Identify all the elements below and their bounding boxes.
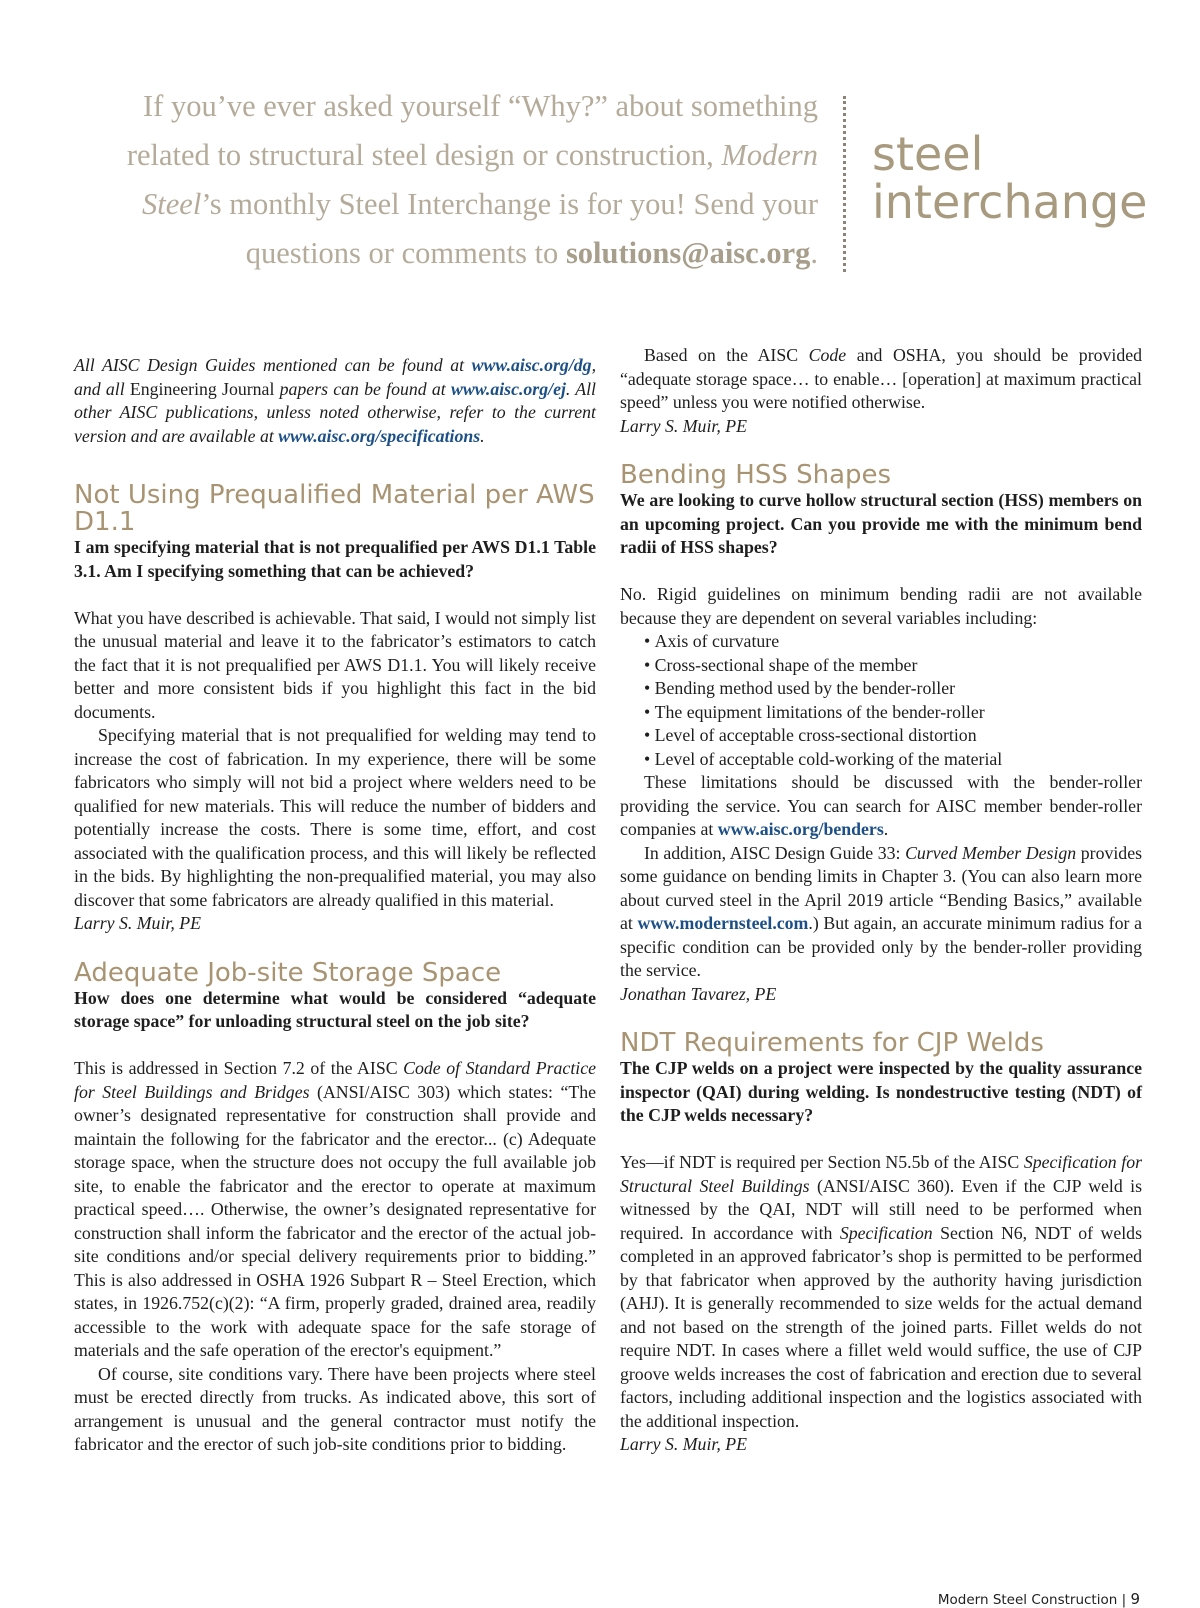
code-title: Code xyxy=(808,345,847,365)
paragraph-text: In addition, AISC Design Guide 33: xyxy=(644,842,901,863)
article-paragraph-continued: Of course, site conditions vary. There have been projects where steel must be erected directly from trucks. As indicated above, this sort of arrangement is unusual and the general contractor must notify the fabricator and the erector of such job-site conditions prior to bidding. xyxy=(74,1363,596,1454)
quote-line-3 xyxy=(100,180,818,229)
list-item: • Cross-sectional shape of the member xyxy=(620,654,1142,678)
paragraph-text: Based on the AISC xyxy=(644,345,799,365)
dotted-divider xyxy=(843,96,846,272)
article-author: Jonathan Tavarez, PE xyxy=(620,983,777,1004)
notice-text-4: . All other AISC publications, unless noted otherwise, refer to the current version and are available at xyxy=(74,378,596,446)
paragraph-text: Section N6, NDT of welds completed in an approved fabricator’s shop is permitted to be performed by that fabricator when approved by the authority having jurisdiction (AHJ). It is generally recommended to size welds for the actual demand and not based on the strength of the joined parts. Fillet welds do not require NDT. In cases where a fillet weld would suffice, the use of CJP groove welds increases the cost of fabrication and erection due to several factors, including additional inspection and the logistics associated with the additional inspection. xyxy=(620,1222,1142,1431)
article-title-ndt: NDT Requirements for CJP Welds xyxy=(620,1028,1044,1058)
left-column xyxy=(74,354,596,1457)
article-paragraph xyxy=(620,842,1142,983)
notice-text-5: . xyxy=(480,425,485,446)
article-paragraph: Specifying material that is not prequalified for welding may tend to increase the cost of fabrication. In my experience, there will be some fabricators who simply will not bid a project where welders need to be qualified for new materials. This will reduce the number of bidders and potentially increase the costs. There is some time, effort, and cost associated with the qualification process, and this will likely be reflected in the bids. By highlighting the non-prequalified material, you may also discover that some fabricators are already qualified in this material. xyxy=(74,725,596,910)
quote-magazine-name: Modern xyxy=(721,138,818,172)
notice-text-3: papers can be found at xyxy=(279,378,446,399)
section-title-line-1: steel xyxy=(872,127,984,181)
article-question-storage: How does one determine what would be considered “adequate storage space” for unloading structural steel on the job site? xyxy=(74,987,596,1031)
quote-line-3-text: ’s monthly Steel Interchange is for you! Send your xyxy=(201,187,818,221)
article-author: Larry S. Muir, PE xyxy=(74,913,201,933)
article-paragraph: What you have described is achievable. That said, I would not simply list the unusual material and leave it to the fabricator’s estimators to catch the fact that it is not prequalified per AWS D1.1. You will likely receive better and more consistent bids if you highlight this fact in the bid documents. xyxy=(74,607,596,722)
notice-text-2: , and all xyxy=(74,355,597,399)
quote-line-4 xyxy=(100,229,818,278)
section-title xyxy=(872,127,1148,229)
quote-magazine-name-2: Steel xyxy=(142,187,202,221)
journal-link[interactable]: www.aisc.org/ej xyxy=(450,378,566,399)
quote-line-2 xyxy=(100,131,818,180)
list-item: • Bending method used by the bender-roller xyxy=(620,677,1142,701)
code-title: Code of Standard Practice for Steel Buildings and Bridges xyxy=(74,1058,596,1102)
publication-name: Modern Steel Construction xyxy=(937,1592,1118,1608)
paragraph-text: . xyxy=(883,819,889,839)
right-column xyxy=(620,344,1142,1457)
paragraph-text: provides some guidance on bending limits in Chapter 3. (You can also learn more about curved steel in the April 2019 article “Bending Basics,” available at xyxy=(620,842,1143,933)
bending-variables-list xyxy=(620,630,1142,771)
article-title-hss: Bending HSS Shapes xyxy=(620,460,892,490)
article-paragraph xyxy=(620,1151,1142,1433)
quote-line-4-text: questions or comments to xyxy=(245,236,559,270)
design-guide-title: Curved Member Design xyxy=(905,842,1077,863)
page-footer xyxy=(938,1590,1140,1608)
paragraph-text: (ANSI/AISC 360). Even if the CJP weld is witnessed by the QAI, NDT will still need to be performed when required. In accordance with xyxy=(620,1175,1142,1243)
article-question-hss: We are looking to curve hollow structural section (HSS) members on an upcoming project. Can you provide me with the minimum bend radii of HSS shapes? xyxy=(620,490,1142,557)
list-item: • The equipment limitations of the bender-roller xyxy=(620,701,1142,725)
quote-line-4-end: . xyxy=(810,236,818,270)
paragraph-text: (ANSI/AISC 303) which states: “The owner’s designated representative for construction shall provide and maintain the following for the fabricator and the erector... (c) Adequate storage space, when the structure does not occupy the full available job site, to enable the fabricator and the erector to operate at maximum practical speed…. Otherwise, the owner’s designated representative for construction shall inform the fabricator and the erector of the actual job-site conditions and/or special delivery requirements prior to bidding.” This is also addressed in OSHA 1926 Subpart R – Steel Erection, which states, in 1926.752(c)(2): “A firm, properly graded, drained area, readily accessible to the work with adequate space for the safe storage of materials and the safe operation of the erector's equipment.” xyxy=(74,1081,596,1360)
article-paragraph xyxy=(620,771,1142,842)
article-paragraph xyxy=(74,1057,596,1363)
benders-link[interactable]: www.aisc.org/benders xyxy=(717,819,884,839)
paragraph-text: This is addressed in Section 7.2 of the AISC xyxy=(74,1058,398,1078)
header-quote xyxy=(100,82,818,278)
list-item: • Level of acceptable cold-working of the material xyxy=(620,748,1142,772)
section-title-line-2: interchange xyxy=(872,175,1148,229)
article-question-prequalified: I am specifying material that is not prequalified per AWS D1.1 Table 3.1. Am I specifying something that can be achieved? xyxy=(74,537,596,581)
article-author: Larry S. Muir, PE xyxy=(620,1434,747,1454)
page-number: 9 xyxy=(1130,1590,1140,1608)
paragraph-text: and OSHA, you should be provided “adequate storage space… to enable… [operation] at maximum practical speed” unless you were notified otherwise. xyxy=(620,345,1143,412)
article-paragraph xyxy=(620,344,1142,415)
paragraph-text: Yes—if NDT is required per Section N5.5b of the AISC xyxy=(620,1152,1020,1172)
article-author: Larry S. Muir, PE xyxy=(620,415,747,436)
paragraph-text: These limitations should be discussed with the bender-roller providing the service. You can search for AISC member bender-roller companies at xyxy=(620,772,1142,839)
quote-line-1: If you’ve ever asked yourself “Why?” about something xyxy=(143,89,818,123)
specification-title: Specification for Structural Steel Buildings xyxy=(620,1152,1143,1196)
article-title-storage: Adequate Job-site Storage Space xyxy=(74,957,502,988)
publications-notice xyxy=(74,354,596,448)
article-title-prequalified: Not Using Prequalified Material per AWS D1.1 xyxy=(74,480,595,537)
design-guides-link[interactable]: www.aisc.org/dg xyxy=(471,355,592,375)
footer-separator: | xyxy=(1121,1592,1127,1608)
modernsteel-link[interactable]: www.modernsteel.com xyxy=(637,913,809,933)
journal-name: Engineering Journal xyxy=(129,378,275,399)
specification-ref: Specification xyxy=(839,1222,933,1243)
quote-line-2-text: related to structural steel design or construction, xyxy=(126,138,714,172)
paragraph-text: .) But again, an accurate minimum radius for a specific condition can be provided only by the bender-roller providing the service. xyxy=(620,913,1142,980)
quote-email-link[interactable]: solutions@aisc.org xyxy=(565,236,811,270)
list-item: • Level of acceptable cross-sectional distortion xyxy=(620,724,1142,748)
list-item: • Axis of curvature xyxy=(620,630,1142,654)
article-paragraph: No. Rigid guidelines on minimum bending radii are not available because they are dependent on several variables including: xyxy=(620,584,1142,628)
specifications-link[interactable]: www.aisc.org/specifications xyxy=(278,425,481,446)
article-question-ndt: The CJP welds on a project were inspected by the quality assurance inspector (QAI) during welding. Is nondestructive testing (NDT) of the CJP welds necessary? xyxy=(620,1058,1142,1125)
notice-text-1: All AISC Design Guides mentioned can be found at xyxy=(74,355,465,375)
